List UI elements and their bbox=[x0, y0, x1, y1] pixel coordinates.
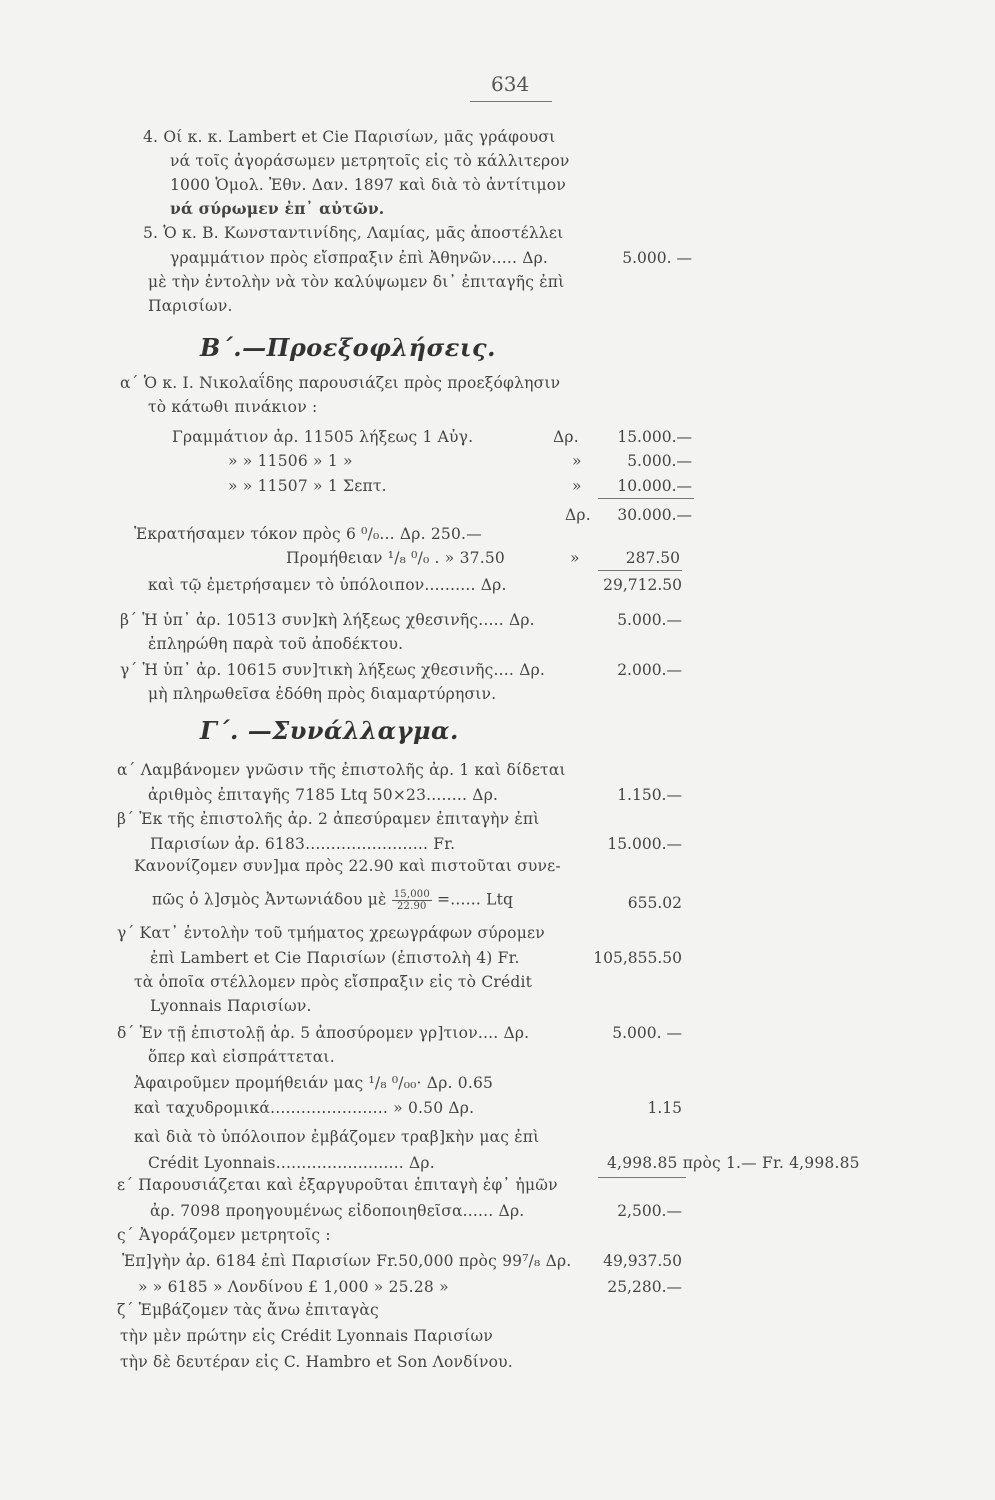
exchange-delta-line-6: Crédit Lyonnais......................... Δρ. bbox=[148, 1154, 435, 1172]
deductions-rule bbox=[598, 570, 682, 571]
exchange-beta-line-2: Παρισίων ἀρ. 6183........................ Fr. bbox=[150, 835, 456, 853]
exchange-beta-line-1: β΄ Ἐκ τῆς ἐπιστολῆς ἀρ. 2 ἀπεσύραμεν ἐπιταγὴν ἐπὶ bbox=[117, 810, 540, 828]
item-4-line-1: 4. Οί κ. κ. Lambert et Cie Παρισίων, μᾶς γράφουσι bbox=[143, 128, 556, 146]
fraction-numerator: 15,000 bbox=[393, 889, 430, 900]
bill-row-3-amount: 10.000.— bbox=[617, 477, 692, 495]
item-4-line-3: 1000 Ὁμολ. Ἐθν. Δαν. 1897 καὶ διὰ τὸ ἀντίτιμον bbox=[170, 176, 566, 194]
discount-gamma-amount: 2.000.— bbox=[617, 661, 682, 679]
bill-row-2-desc: » » 11506 » 1 » bbox=[228, 452, 353, 470]
deductions-total: 287.50 bbox=[625, 549, 680, 567]
item-5-line-3: μὲ τὴν ἐντολὴν νὰ τὸν καλύψωμεν δι᾽ ἐπιταγῆς ἐπὶ bbox=[148, 273, 565, 291]
exchange-alpha-line-2: ἀριθμὸς ἐπιταγῆς 7185 Ltq 50×23........ Δρ. bbox=[148, 786, 499, 804]
exchange-delta-amount-3: 4,998.85 πρὸς 1.— Fr. 4,998.85 bbox=[607, 1154, 860, 1172]
bill-row-1-amount: 15.000.— bbox=[617, 428, 692, 446]
exchange-stigma-line-3: » » 6185 » Λονδίνου £ 1,000 » 25.28 » bbox=[138, 1278, 449, 1296]
bills-sum-rule bbox=[598, 498, 694, 499]
discount-beta-line-1: β΄ Ἡ ὑπ᾽ ἀρ. 10513 συν]κὴ λήξεως χθεσινῆς..... Δρ. bbox=[120, 611, 535, 629]
bill-row-1-currency: Δρ. bbox=[553, 428, 579, 446]
exchange-beta-line-4-text: πῶς ὁ λ]σμὸς Ἀντωνιάδου μὲ bbox=[152, 890, 387, 909]
item-5-amount: 5.000. — bbox=[622, 249, 692, 267]
item-5-line-4: Παρισίων. bbox=[148, 297, 233, 315]
exchange-delta-rule bbox=[598, 1177, 686, 1178]
exchange-gamma-line-3: τὰ ὁποῖα στέλλομεν πρὸς εἴσπραξιν εἰς τὸ Crédit bbox=[134, 973, 533, 991]
remainder-amount: 29,712.50 bbox=[603, 576, 682, 594]
exchange-delta-line-4: καὶ ταχυδρομικά....................... » 0.50 Δρ. bbox=[134, 1099, 475, 1117]
exchange-beta-line-4-tail: =...... Ltq bbox=[437, 890, 514, 909]
exchange-beta-line-3: Κανονίζομεν συν]μα πρὸς 22.90 καὶ πιστοῦται συνε- bbox=[134, 857, 561, 875]
discount-gamma-line-1: γ΄ Ἡ ὑπ᾽ ἀρ. 10615 συν]τικὴ λήξεως χθεσινῆς.... Δρ. bbox=[120, 661, 546, 679]
exchange-gamma-line-4: Lyonnais Παρισίων. bbox=[150, 997, 312, 1015]
fraction-denominator: 22.90 bbox=[396, 901, 427, 912]
discount-beta-line-2: ἐπληρώθη παρὰ τοῦ ἀποδέκτου. bbox=[148, 635, 404, 653]
discount-beta-amount: 5.000.— bbox=[617, 611, 682, 629]
exchange-zeta-line-3: τὴν δὲ δευτέραν εἰς C. Hambro et Son Λονδίνου. bbox=[120, 1353, 513, 1371]
exchange-delta-amount-2: 1.15 bbox=[647, 1099, 682, 1117]
page-number-rule bbox=[470, 101, 552, 102]
exchange-delta-line-2: ὅπερ καὶ εἰσπράττεται. bbox=[148, 1048, 335, 1066]
exchange-epsilon-line-1: ε΄ Παρουσιάζεται καὶ ἐξαργυροῦται ἐπιταγὴ ἐφ᾽ ἡμῶν bbox=[117, 1176, 558, 1194]
discount-alpha-line-2: τὸ κάτωθι πινάκιον : bbox=[148, 398, 318, 416]
item-4-line-2: νά τοῖς ἀγοράσωμεν μετρητοῖς εἰς τὸ κάλλιτερον bbox=[170, 152, 570, 170]
exchange-gamma-line-2: ἐπὶ Lambert et Cie Παρισίων (ἐπιστολὴ 4) Fr. bbox=[150, 949, 520, 967]
section-heading-exchange: Γ΄. —Συνάλλαγμα. bbox=[200, 716, 459, 745]
bills-total-currency: Δρ. bbox=[565, 506, 591, 524]
item-4-line-4: νά σύρωμεν ἐπ᾽ αὐτῶν. bbox=[170, 199, 385, 218]
exchange-delta-line-1: δ΄ Ἐν τῇ ἐπιστολῇ ἀρ. 5 ἀποσύρομεν γρ]τιον.... Δρ. bbox=[117, 1024, 530, 1042]
exchange-rate-fraction bbox=[392, 889, 432, 912]
exchange-delta-amount: 5.000. — bbox=[612, 1024, 682, 1042]
exchange-beta-amount: 15.000.— bbox=[607, 835, 682, 853]
exchange-stigma-amount-2: 25,280.— bbox=[607, 1278, 682, 1296]
item-5-line-1: 5. Ὁ κ. Β. Κωνσταντινίδης, Λαμίας, μᾶς ἀποστέλλει bbox=[143, 224, 564, 242]
exchange-stigma-amount: 49,937.50 bbox=[603, 1252, 682, 1270]
item-5-line-2: γραμμάτιον πρὸς εἴσπραξιν ἐπὶ Ἀθηνῶν..... Δρ. bbox=[170, 249, 549, 267]
exchange-epsilon-amount: 2,500.— bbox=[617, 1202, 682, 1220]
exchange-gamma-amount: 105,855.50 bbox=[593, 949, 682, 967]
exchange-stigma-line-2: Ἐπ]γὴν ἀρ. 6184 ἐπὶ Παρισίων Fr.50,000 πρὸς 99⁷/₈ Δρ. bbox=[122, 1252, 572, 1270]
exchange-zeta-line-1: ζ΄ Ἐμβάζομεν τὰς ἄνω ἐπιταγὰς bbox=[117, 1301, 379, 1319]
remainder-line: καὶ τῷ ἐμετρήσαμεν τὸ ὑπόλοιπον.......... Δρ. bbox=[148, 576, 507, 594]
exchange-stigma-line-1: ς΄ Ἀγοράζομεν μετρητοῖς : bbox=[117, 1226, 331, 1244]
bill-row-3-currency: » bbox=[572, 477, 582, 495]
section-heading-discounts: Β΄.—Προεξοφλήσεις. bbox=[200, 333, 496, 362]
exchange-delta-line-5: καὶ διὰ τὸ ὑπόλοιπον ἐμβάζομεν τραβ]κὴν μας ἐπὶ bbox=[134, 1128, 540, 1146]
bill-row-3-desc: » » 11507 » 1 Σεπτ. bbox=[228, 477, 387, 495]
exchange-delta-line-3: Ἀφαιροῦμεν προμήθειάν μας ¹/₈ ⁰/₀₀· Δρ. 0.65 bbox=[134, 1074, 494, 1092]
exchange-beta-amount-2: 655.02 bbox=[627, 894, 682, 912]
exchange-beta-line-4 bbox=[152, 889, 513, 912]
bills-total-amount: 30.000.— bbox=[617, 506, 692, 524]
exchange-zeta-line-2: τὴν μὲν πρώτην εἰς Crédit Lyonnais Παρισίων bbox=[120, 1327, 493, 1345]
commission-line: Προμήθειαν ¹/₈ ⁰/₀ . » 37.50 bbox=[286, 549, 505, 567]
page-number: 634 bbox=[491, 72, 530, 96]
exchange-gamma-line-1: γ΄ Κατ᾽ ἐντολὴν τοῦ τμήματος χρεωγράφων σύρομεν bbox=[117, 924, 545, 942]
exchange-alpha-line-1: α΄ Λαμβάνομεν γνῶσιν τῆς ἐπιστολῆς ἀρ. 1 καὶ δίδεται bbox=[117, 761, 566, 779]
interest-line: Ἐκρατήσαμεν τόκον πρὸς 6 ⁰/₀... Δρ. 250.— bbox=[134, 525, 482, 543]
commission-ditto-mark: » bbox=[570, 549, 580, 567]
discount-gamma-line-2: μὴ πληρωθεῖσα ἐδόθη πρὸς διαμαρτύρησιν. bbox=[148, 685, 497, 703]
bill-row-1-desc: Γραμμάτιον ἀρ. 11505 λήξεως 1 Αὐγ. bbox=[172, 428, 474, 446]
exchange-epsilon-line-2: ἀρ. 7098 προηγουμένως εἰδοποιηθεῖσα...... Δρ. bbox=[150, 1202, 525, 1220]
discount-alpha-line-1: α΄ Ὁ κ. Ι. Νικολαΐδης παρουσιάζει πρὸς προεξόφλησιν bbox=[120, 374, 561, 392]
bill-row-2-amount: 5.000.— bbox=[627, 452, 692, 470]
exchange-alpha-amount: 1.150.— bbox=[617, 786, 682, 804]
bill-row-2-currency: » bbox=[572, 452, 582, 470]
